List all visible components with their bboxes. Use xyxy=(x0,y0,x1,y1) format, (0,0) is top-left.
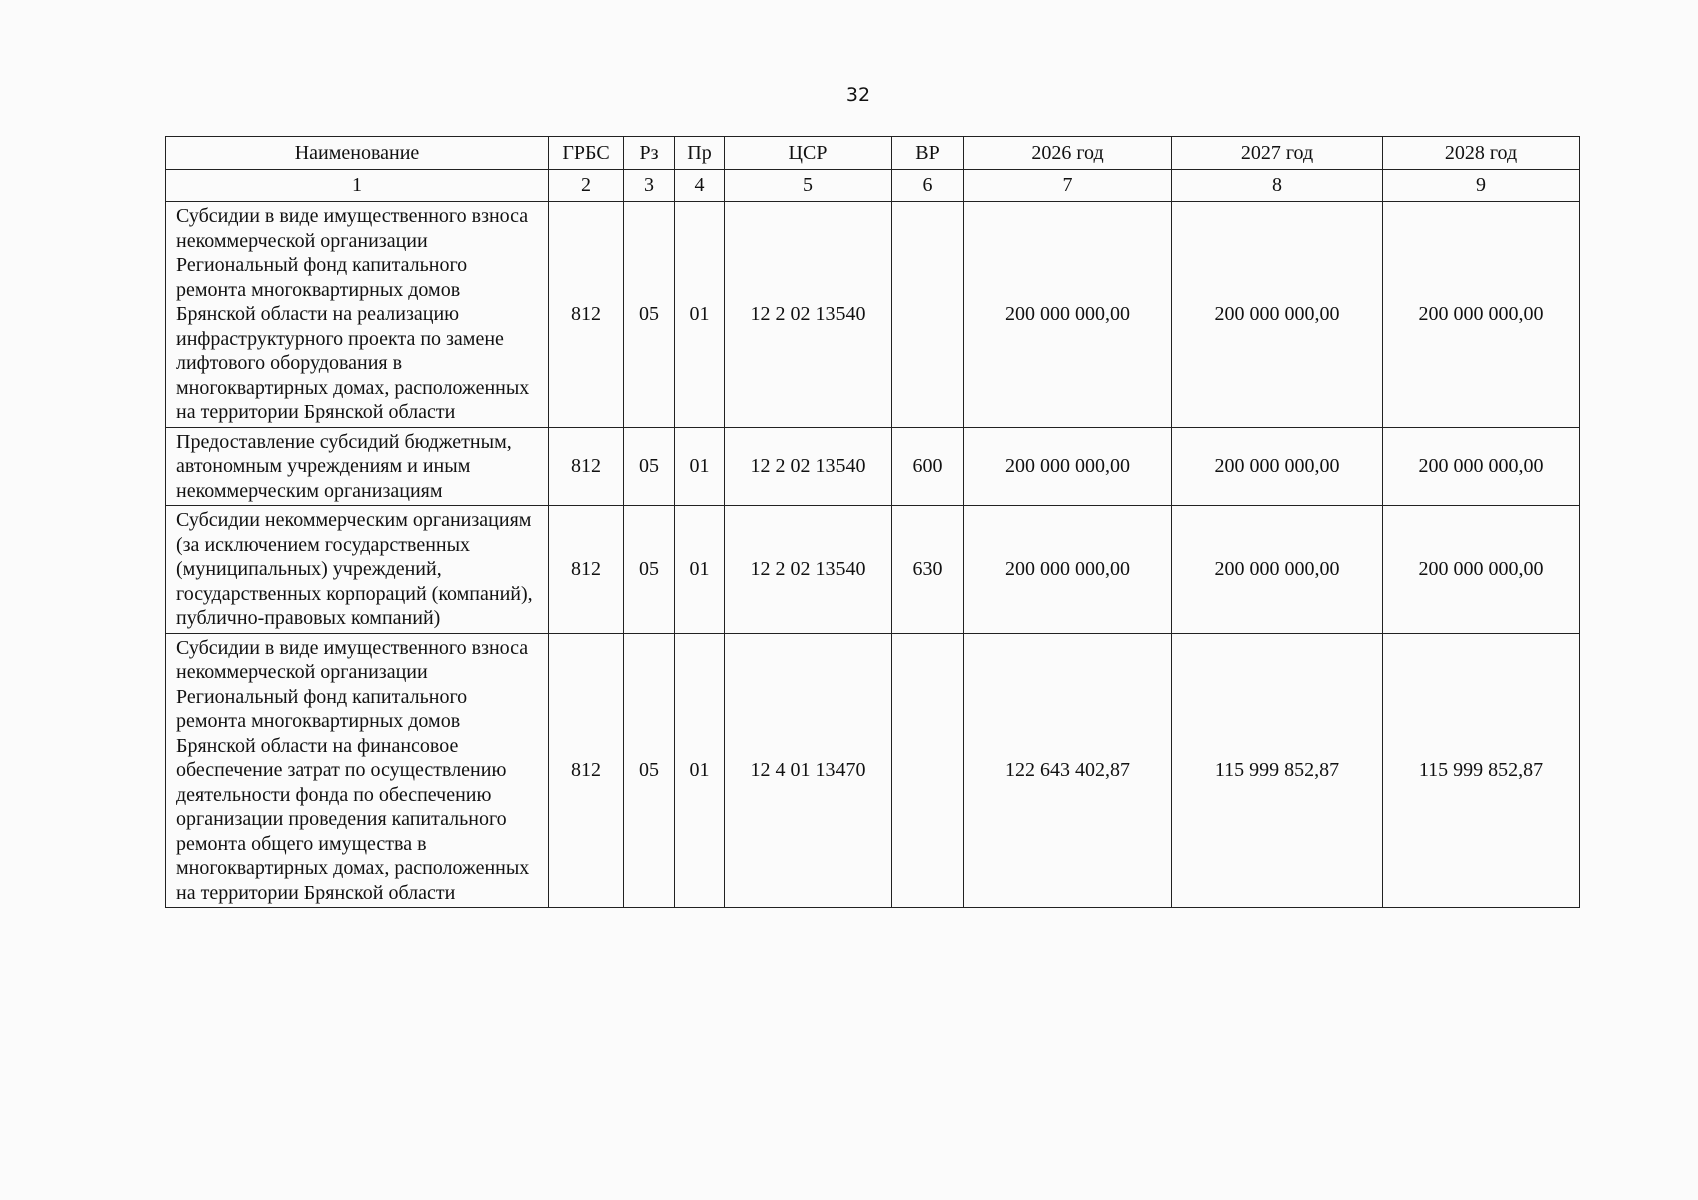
header-rz: Рз xyxy=(624,137,675,170)
header-name: Наименование xyxy=(166,137,549,170)
row-grbs: 812 xyxy=(549,633,624,908)
column-number: 7 xyxy=(964,170,1172,202)
page-number: 32 xyxy=(845,84,871,106)
row-2028: 115 999 852,87 xyxy=(1383,633,1580,908)
column-number: 6 xyxy=(892,170,964,202)
row-csr: 12 2 02 13540 xyxy=(725,427,892,506)
row-2028: 200 000 000,00 xyxy=(1383,427,1580,506)
table-row xyxy=(166,427,1580,506)
column-number: 4 xyxy=(675,170,725,202)
row-2027: 200 000 000,00 xyxy=(1172,202,1383,428)
row-2028: 200 000 000,00 xyxy=(1383,506,1580,634)
row-pr: 01 xyxy=(675,202,725,428)
table-row xyxy=(166,506,1580,634)
row-name: Субсидии некоммерческим организациям (за исключением государственных (муниципальных) учреждений, государственных корпораций (компаний), публично-правовых компаний) xyxy=(166,506,549,634)
row-2027: 115 999 852,87 xyxy=(1172,633,1383,908)
budget-table xyxy=(165,136,1580,908)
header-vr: ВР xyxy=(892,137,964,170)
row-grbs: 812 xyxy=(549,202,624,428)
header-2028: 2028 год xyxy=(1383,137,1580,170)
row-2026: 122 643 402,87 xyxy=(964,633,1172,908)
row-name: Субсидии в виде имущественного взноса некоммерческой организации Региональный фонд капитального ремонта многоквартирных домов Брянской области на финансовое обеспечение затрат по осуществлению деятельности фонда по обеспечению организации проведения капитального ремонта общего имущества в многоквартирных домах, расположенных на территории Брянской области xyxy=(166,633,549,908)
row-pr: 01 xyxy=(675,506,725,634)
row-vr: 630 xyxy=(892,506,964,634)
column-number-row xyxy=(166,170,1580,202)
column-number: 2 xyxy=(549,170,624,202)
row-csr: 12 2 02 13540 xyxy=(725,506,892,634)
row-grbs: 812 xyxy=(549,506,624,634)
row-rz: 05 xyxy=(624,633,675,908)
row-2027: 200 000 000,00 xyxy=(1172,506,1383,634)
row-pr: 01 xyxy=(675,427,725,506)
row-vr xyxy=(892,633,964,908)
row-pr: 01 xyxy=(675,633,725,908)
row-grbs: 812 xyxy=(549,427,624,506)
row-2026: 200 000 000,00 xyxy=(964,202,1172,428)
column-number: 1 xyxy=(166,170,549,202)
row-rz: 05 xyxy=(624,506,675,634)
header-2027: 2027 год xyxy=(1172,137,1383,170)
header-2026: 2026 год xyxy=(964,137,1172,170)
row-csr: 12 4 01 13470 xyxy=(725,633,892,908)
row-vr: 600 xyxy=(892,427,964,506)
header-pr: Пр xyxy=(675,137,725,170)
column-number: 5 xyxy=(725,170,892,202)
row-name: Предоставление субсидий бюджетным, автономным учреждениям и иным некоммерческим организациям xyxy=(166,427,549,506)
header-csr: ЦСР xyxy=(725,137,892,170)
row-2026: 200 000 000,00 xyxy=(964,506,1172,634)
row-rz: 05 xyxy=(624,202,675,428)
column-number: 9 xyxy=(1383,170,1580,202)
row-2026: 200 000 000,00 xyxy=(964,427,1172,506)
row-2028: 200 000 000,00 xyxy=(1383,202,1580,428)
column-number: 8 xyxy=(1172,170,1383,202)
row-vr xyxy=(892,202,964,428)
row-2027: 200 000 000,00 xyxy=(1172,427,1383,506)
row-csr: 12 2 02 13540 xyxy=(725,202,892,428)
column-number: 3 xyxy=(624,170,675,202)
table-row xyxy=(166,633,1580,908)
header-row xyxy=(166,137,1580,170)
header-grbs: ГРБС xyxy=(549,137,624,170)
table-row xyxy=(166,202,1580,428)
row-name: Субсидии в виде имущественного взноса некоммерческой организации Региональный фонд капитального ремонта многоквартирных домов Брянской области на реализацию инфраструктурного проекта по замене лифтового оборудования в многоквартирных домах, расположенных на территории Брянской области xyxy=(166,202,549,428)
row-rz: 05 xyxy=(624,427,675,506)
